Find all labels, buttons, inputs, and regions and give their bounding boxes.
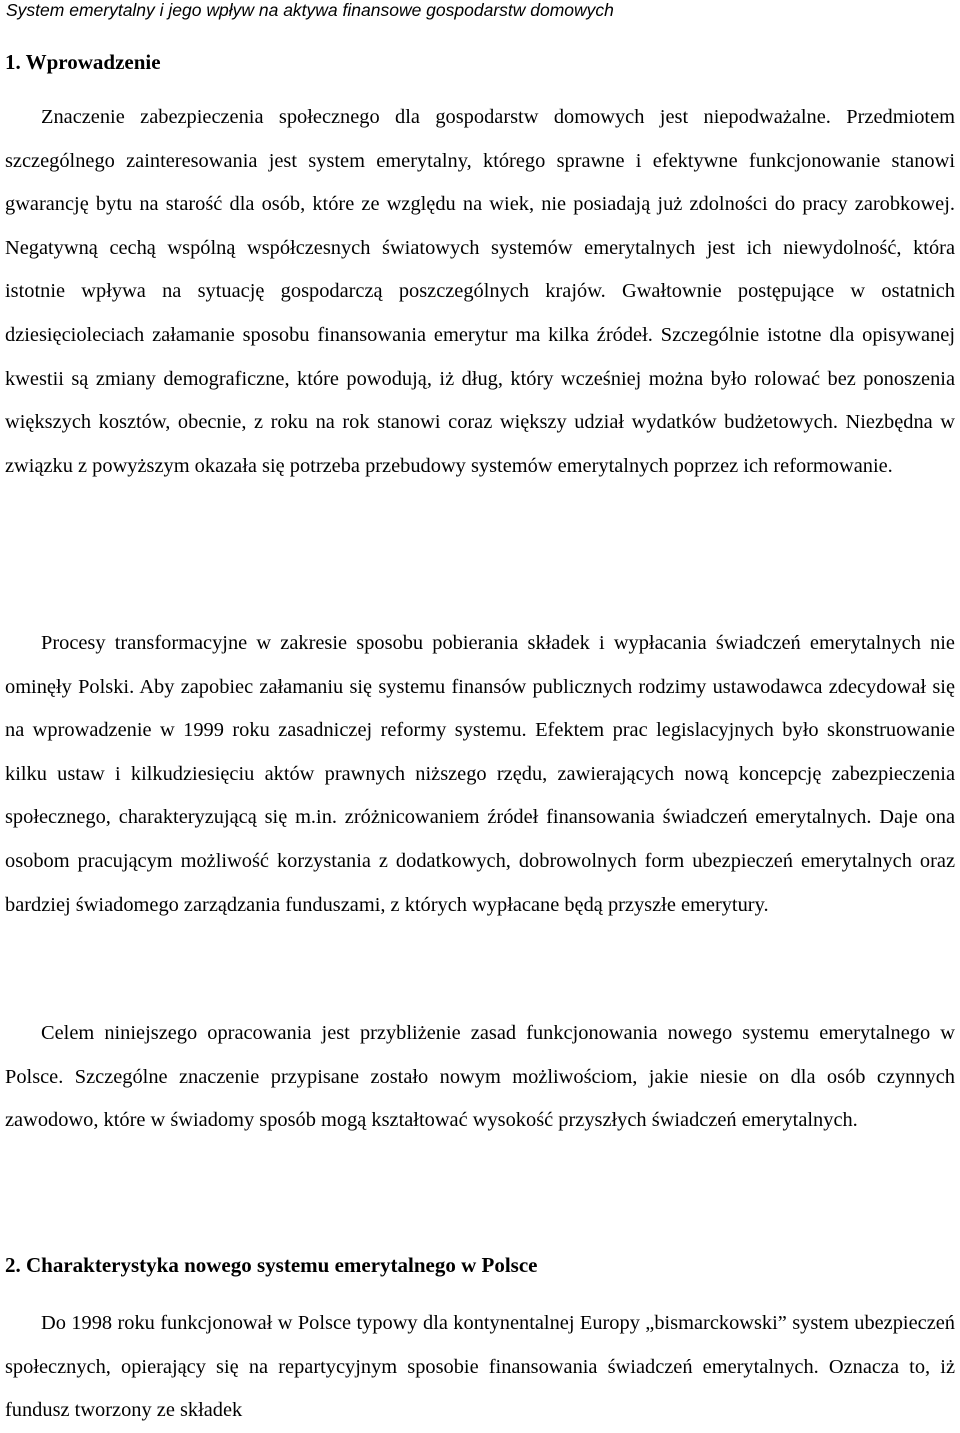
section-heading-introduction: 1. Wprowadzenie — [5, 50, 161, 74]
paragraph: Do 1998 roku funkcjonował w Polsce typowy dla kontynentalnej Europy „bismarckowski” system ubezpieczeń społecznych, opierający się na repartycyjnym sposobie finansowania świadczeń emerytalnych. Oznacza to, iż fundusz tworzony ze składek — [5, 1312, 955, 1422]
paragraph: Celem niniejszego opracowania jest przybliżenie zasad funkcjonowania nowego systemu emerytalnego w Polsce. Szczególne znaczenie przypisane zostało nowym możliwościom, jakie niesie on dla osób czynnych zawodowo, które w świadomy sposób mogą kształtować wysokość przyszłych świadczeń emerytalnych. — [5, 1022, 955, 1132]
paragraph: Procesy transformacyjne w zakresie sposobu pobierania składek i wypłacania świadczeń emerytalnych nie ominęły Polski. Aby zapobiec załamaniu się systemu finansów publicznych rodzimy ustawodawca zdecydował się na wprowadzenie w 1999 roku zasadniczej reformy systemu. Efektem prac legislacyjnych było skonstruowanie kilku ustaw i kilkudziesięciu aktów prawnych niższego rzędu, zawierających nową koncepcję zabezpieczenia społecznego, charakteryzującą się m.in. zróżnicowaniem źródeł finansowania świadczeń emerytalnych. Daje ona osobom pracującym możliwość korzystania z dodatkowych, dobrowolnych form ubezpieczeń emerytalnych oraz bardziej świadomego zarządzania funduszami, z których wypłacane będą przyszłe emerytury. — [5, 632, 955, 916]
paragraph: Znaczenie zabezpieczenia społecznego dla gospodarstw domowych jest niepodważalne. Przedmiotem szczególnego zainteresowania jest system emerytalny, którego sprawne i efektywne funkcjonowanie stanowi gwarancję bytu na starość dla osób, które ze względu na wiek, nie posiadają już zdolności do pracy zarobkowej. Negatywną cechą wspólną współczesnych światowych systemów emerytalnych jest ich niewydolność, która istotnie wpływa na sytuację gospodarczą poszczególnych krajów. Gwałtownie postępujące w ostatnich dziesięcioleciach załamanie sposobu finansowania emerytur ma kilka źródeł. Szczególnie istotne dla opisywanej kwestii są zmiany demograficzne, które powodują, iż dług, który wcześniej można było rolować bez ponoszenia większych kosztów, obecnie, z roku na rok stanowi coraz większy udział wydatków budżetowych. Niezbędna w związku z powyższym okazała się potrzeba przebudowy systemów emerytalnych poprzez ich reformowanie. — [5, 106, 955, 477]
running-header: System emerytalny i jego wpływ na aktywa finansowe gospodarstw domowych — [6, 0, 614, 20]
section-heading-characteristics: 2. Charakterystyka nowego systemu emerytalnego w Polsce — [5, 1253, 538, 1277]
